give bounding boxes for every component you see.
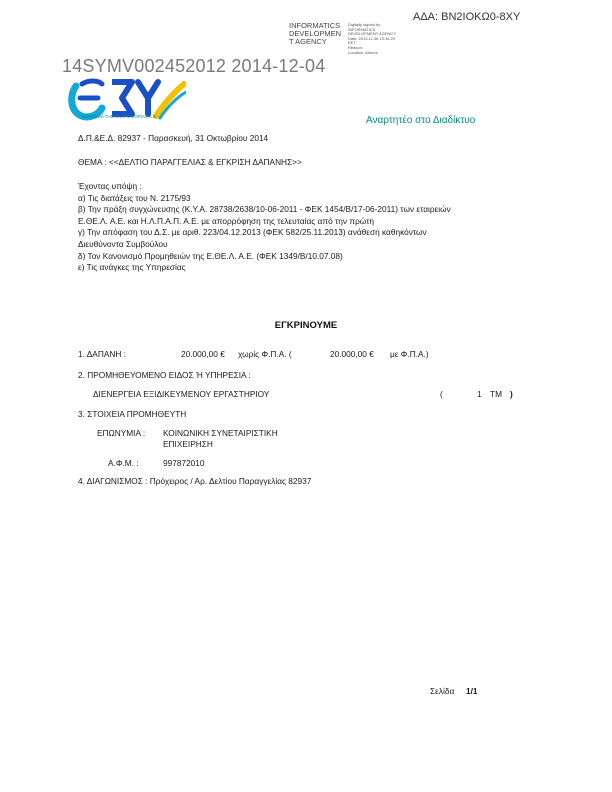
item-unit: ΤΜ [490,389,502,399]
reference-line: Δ.Π.&Ε.Δ. 82937 - Παρασκευή, 31 Οκτωβρίου 2014 [78,133,269,143]
online-publication-label: Αναρτητέο στο Διαδίκτυο [366,115,476,126]
expense-without-vat: χωρίς Φ.Π.Α. ( [238,349,292,359]
item-quantity: 1 [477,389,482,399]
signature-line: INFORMATICS [348,26,376,32]
ada-code: ΑΔΑ: ΒΝ2ΙΟΚΩ0-8ΧΥ [413,11,521,23]
tender-line: 4. ΔΙΑΓΩΝΙΣΜΟΣ : Πρόχειρος / Αρ. Δελτίου Παραγγελίας 82937 [78,476,312,486]
preamble-line: β) Την πράξη συγχώνευσης (Κ.Υ.Α. 28738/2638/10-06-2011 - ΦΕΚ 1454/Β/17-06-2011) των εταιρειών [78,204,451,215]
logo-caption: ΚΟΙΝΩΝΙΑ ΤΗΣ ΠΛΗΡΟΦΟΡΙΑΣ Α.Ε. [82,114,158,119]
company-label: ΕΠΩΝΥΜΙΑ : [97,428,146,438]
preamble-line: Ε.ΘΕ.Λ. Α.Ε. και Η.Λ.Π.Α.Π. Α.Ε. με απορρόφηση της τελευταίας από την πρώτη [78,215,375,226]
org-line: T AGENCY [289,37,327,46]
expense-label: 1. ΔΑΠΑΝΗ : [78,349,126,359]
item-label: 2. ΠΡΟΜΗΘΕΥΟΜΕΝΟ ΕΙΔΟΣ Ή ΥΠΗΡΕΣΙΑ : [78,370,251,380]
preamble-line: Διευθύνοντα Συμβούλου [78,238,168,249]
signature-line: Date: 2014.11.06 10:34:29 [348,35,396,41]
signature-line: EET [348,40,356,46]
expense-with-vat-amount: 20.000,00 € [330,349,374,359]
subject-line: ΘΕΜΑ : <<ΔΕΛΤΙΟ ΠΑΡΑΓΓΕΛΙΑΣ & ΕΓΚΡΙΣΗ ΔΑΠΑΝΗΣ>> [78,157,302,167]
page-number: 1/1 [466,686,478,696]
preamble-line: δ) Τον Κανονισμό Προμηθειών της Ε.ΘΕ.Λ. Α.Ε. (ΦΕΚ 1349/Β/10.07.08) [78,250,343,261]
afm-value: 997872010 [163,458,205,468]
page-label: Σελίδα [430,686,455,696]
signature-line: Location: Athens [348,49,378,55]
item-paren-open: ( [440,389,443,399]
preamble [78,181,451,274]
signature-line: Digitally signed by [348,22,381,27]
document-watermark: 14SYMV002452012 2014-12-04 [62,56,326,76]
expense-with-vat: με Φ.Π.Α.) [390,349,429,359]
preamble-line: γ) Την απόφαση του Δ.Σ. με αριθ. 223/04.12.2013 (ΦΕΚ 582/25.11.2013) ανάθεση καθηκόντων [78,227,427,238]
signature-line: Reason: [348,44,363,50]
item-paren-close: ) [510,389,513,399]
company-line-1: ΚΟΙΝΩΝΙΚΗ ΣΥΝΕΤΑΙΡΙΣΤΙΚΗ [163,428,278,438]
preamble-line: α) Τις διατάξεις του Ν. 2175/93 [78,192,191,203]
signature-line: DEVELOPMENT AGENCY [348,31,396,37]
company-line-2: ΕΠΙΧΕΙΡΗΣΗ [163,439,213,449]
expense-amount: 20.000,00 € [181,349,225,359]
supplier-label: 3. ΣΤΟΙΧΕΙΑ ΠΡΟΜΗΘΕΥΤΗ [78,409,187,419]
afm-label: Α.Φ.Μ. : [108,458,139,468]
org-line: INFORMATICS [289,21,341,30]
item-value: ΔΙΕΝΕΡΓΕΙΑ ΕΞΙΔΙΚΕΥΜΕΝΟΥ ΕΡΓΑΣΤΗΡΙΟΥ [93,389,270,399]
preamble-line: Έχοντας υπόψη : [78,181,142,191]
digital-signature [348,23,418,55]
approval-title: ΕΓΚΡΙΝΟΥΜΕ [274,320,338,331]
preamble-line: ε) Τις ανάγκες της Υπηρεσίας [78,262,186,273]
org-line: DEVELOPMEN [289,29,342,38]
